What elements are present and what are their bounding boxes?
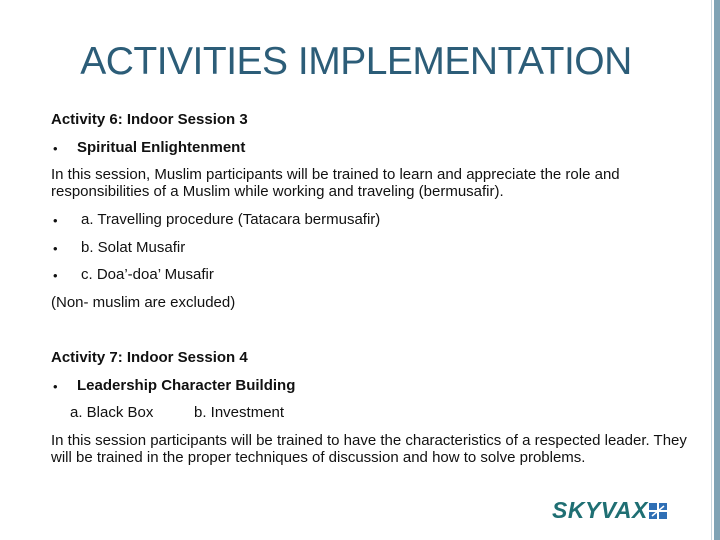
activity6-item-1: a. Travelling procedure (Tatacara bermusafir) — [81, 211, 381, 228]
activity7-description: In this session participants will be trained to have the characteristics of a respected leader. They will be trained in the proper techniques of discussion and how to solve problems. — [51, 432, 687, 466]
logo-text: SKYVAX — [552, 497, 648, 523]
activity6-item-2: b. Solat Musafir — [81, 239, 186, 256]
bullet-icon: • — [53, 213, 58, 228]
activity6-topic: Spiritual Enlightenment — [77, 139, 246, 156]
activity7-heading: Activity 7: Indoor Session 4 — [51, 349, 248, 366]
bullet-icon: • — [53, 141, 58, 156]
activity7-option-b: b. Investment — [194, 404, 285, 421]
logo-mark-icon — [649, 503, 667, 519]
activity6-note: (Non- muslim are excluded) — [51, 294, 236, 311]
bullet-icon: • — [53, 379, 58, 394]
activity7-topic: Leadership Character Building — [77, 377, 296, 394]
activity6-description: In this session, Muslim participants will be trained to learn and appreciate the role and responsibilities of a Muslim while working and traveling (bermusafir). — [51, 166, 620, 200]
bullet-icon: • — [53, 268, 58, 283]
activity6-item-3: c. Doa’-doa’ Musafir — [81, 266, 214, 283]
page-title: ACTIVITIES IMPLEMENTATION — [80, 40, 632, 83]
skyvax-logo — [552, 497, 667, 523]
bullet-icon: • — [53, 241, 58, 256]
activity6-heading: Activity 6: Indoor Session 3 — [51, 111, 248, 128]
side-accent-bar — [714, 0, 720, 540]
activity7-option-a: a. Black Box — [70, 404, 154, 421]
